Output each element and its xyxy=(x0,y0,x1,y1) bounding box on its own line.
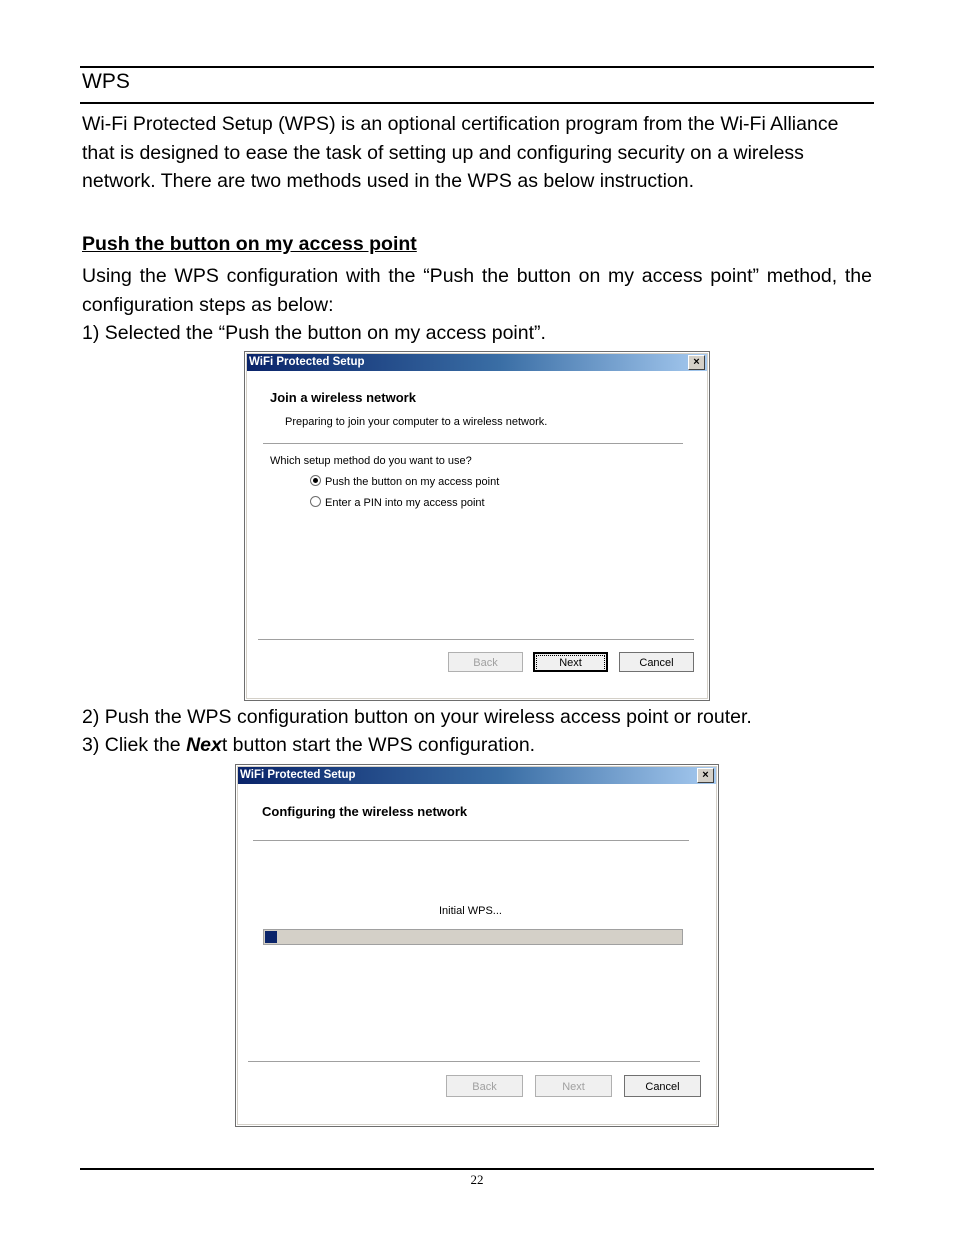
close-button[interactable]: × xyxy=(697,768,714,783)
dialog-subheading: Preparing to join your computer to a wireless network. xyxy=(285,416,548,428)
header-divider xyxy=(263,443,683,444)
next-button-label: Next xyxy=(536,655,605,671)
step-3-pre: Cliek the xyxy=(104,734,187,756)
method-paragraph: Using the WPS configuration with the “Push the button on my access point” method, the configuration steps as below: xyxy=(82,265,872,316)
option-enter-pin-label[interactable]: Enter a PIN into my access point xyxy=(325,497,485,509)
progress-bar xyxy=(263,929,683,945)
dialog-heading: Configuring the wireless network xyxy=(262,804,468,819)
cancel-button[interactable]: Cancel xyxy=(619,652,694,672)
dialog-body xyxy=(248,371,706,697)
step-3 xyxy=(82,731,535,759)
footer-rule xyxy=(80,1168,874,1170)
section-rule xyxy=(80,102,874,104)
option-push-button-label[interactable]: Push the button on my access point xyxy=(325,476,500,488)
section-title: WPS xyxy=(82,70,130,93)
dialog-titlebar xyxy=(238,767,716,784)
dialog-titlebar xyxy=(247,354,707,371)
step-1: 1) Selected the “Push the button on my access point”. xyxy=(82,322,546,344)
progress-status: Initial WPS... xyxy=(439,905,502,917)
header-divider xyxy=(253,840,689,841)
setup-question: Which setup method do you want to use? xyxy=(270,455,472,467)
wps-dialog-join xyxy=(244,351,710,701)
top-rule xyxy=(80,66,874,68)
step-3-post: t button start the WPS configuration. xyxy=(221,734,536,756)
step-3-number: 3) xyxy=(82,734,100,756)
dialog-title: WiFi Protected Setup xyxy=(249,356,365,368)
footer-divider xyxy=(248,1061,700,1062)
next-button[interactable]: Next xyxy=(535,1075,612,1097)
radio-push-button[interactable] xyxy=(310,475,321,486)
step-3-bold: Nex xyxy=(186,734,222,756)
back-button[interactable]: Back xyxy=(448,652,523,672)
cancel-button[interactable]: Cancel xyxy=(624,1075,701,1097)
wps-dialog-configuring xyxy=(235,764,719,1127)
progress-fill xyxy=(265,931,277,943)
back-button[interactable]: Back xyxy=(446,1075,523,1097)
step-2: 2) Push the WPS configuration button on your wireless access point or router. xyxy=(82,706,752,728)
close-button[interactable]: × xyxy=(688,355,705,370)
next-button[interactable] xyxy=(533,652,608,672)
footer-divider xyxy=(258,639,694,640)
dialog-title: WiFi Protected Setup xyxy=(240,769,356,781)
radio-enter-pin[interactable] xyxy=(310,496,321,507)
dialog-body xyxy=(239,784,715,1123)
page-number: 22 xyxy=(470,1172,484,1187)
intro-paragraph: Wi-Fi Protected Setup (WPS) is an optional certification program from the Wi-Fi Alliance that is designed to ease the task of setting up and configuring security on a wireless network. There are two methods used in the WPS as below instruction. xyxy=(82,113,839,192)
subsection-title: Push the button on my access point xyxy=(82,233,417,255)
dialog-heading: Join a wireless network xyxy=(270,390,416,405)
